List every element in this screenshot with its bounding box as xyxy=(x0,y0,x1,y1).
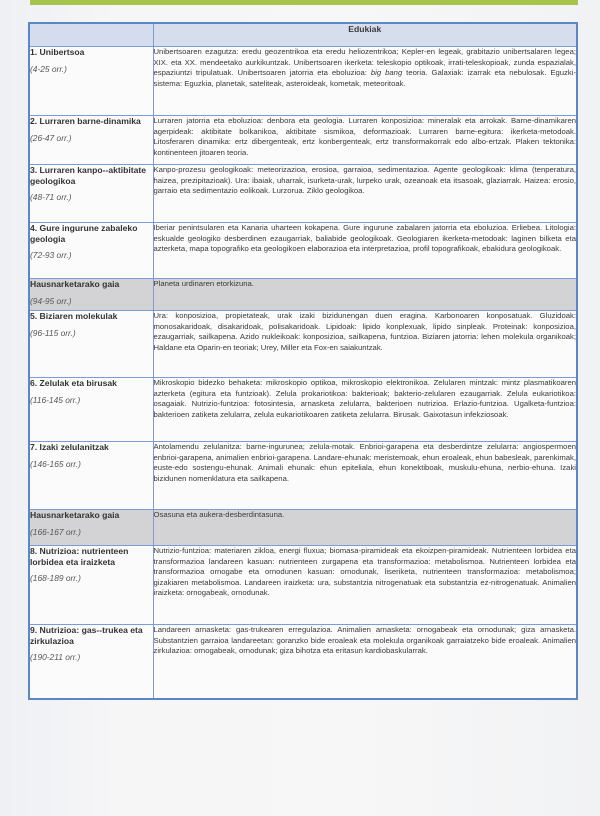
header-cell-edukiak: Edukiak xyxy=(153,23,577,47)
unit-content: Ura: konposizioa, propietateak, urak izaki bizidunengan duen eragina. Karbonoaren konposatuak. Gluzidoak: monosakaridoak, disakaridoak, polisakaridoak. Lipidoak: lipido konplexuak, lipido sinpleak. Proteinak: konposizioa, ezaugarriak, sailkapena. Azido nukleikoak: konposizioa, sailkapena, funtzioa. Biziaren jatorria: lehen molekula organikoak; Haldane eta Oparin-en teoriak; Urey, Miller eta Fox-en saiakuntzak. xyxy=(153,311,576,352)
unit-content-emphasis: big bang xyxy=(370,68,403,78)
table-row xyxy=(29,546,577,625)
unit-content-cell xyxy=(153,116,577,165)
unit-content: teoria. Galaxiak: izarrak eta nebulosak. Eguzki-sistema: Eguzkia, planetak, sateliteak, asteroideak, kometak, meteoritoak. xyxy=(153,68,576,88)
unit-content-cell xyxy=(153,546,577,625)
unit-content-cell xyxy=(153,442,577,510)
unit-pages: (168-189 orr.) xyxy=(30,573,81,584)
unit-content: Lurraren jatorria eta eboluzioa: denbora eta geologia. Lurraren konposizioa: mineralak eta arrokak. Barne-dinamikaren agerpideak: aktibitate bolkanikoa, aktibitate sismikoa, deformazioak. Lurraren barne-egitura: ikerketa-metodoak. Litosferaren dinamika: ertz dibergenteak, ertz konbergenteak, ertz transformakorrak edo albo-ertzak. Plaken tektonika: kontinenteen jitoaren teoria. xyxy=(153,116,576,157)
reflection-title-cell xyxy=(29,279,153,311)
reflection-row xyxy=(29,279,577,311)
table-row xyxy=(29,223,577,279)
unit-pages: (96-115 orr.) xyxy=(30,327,76,338)
contents-table xyxy=(28,22,578,700)
unit-pages: (190-211 orr.) xyxy=(30,652,81,663)
unit-content: Iberiar penintsularen eta Kanaria uharteen kokapena. Gure ingurune zabalaren jatorria eta eboluzioa. Erliebea. Litologia: eskualde geologiko desberdinen ezaugarriak, baliabide geologikoak. Geologiaren ikerketa-metodoak: laginen bilketa eta azterketa, mapa topografiko eta geologikoen elaborazioa eta interpretazioa, profil topografikoak, ebakidura geologikoak. xyxy=(153,223,576,254)
table-row xyxy=(29,165,577,223)
reflection-row xyxy=(29,510,577,546)
unit-content: Unibertsoaren ezagutza: eredu geozentrikoa eta eredu heliozentrikoa; Kepler-en legeak, grabitazio unibertsalaren legea; XIX. eta XX. mendeetako aurkikuntzak. Unibertsoaren ikerketa: teleskopio optikoak, irrati-teleskopioak, zunda espazialak, espaziuntzi tripulatuak. Unibertsoaren jatorria eta eboluzioa: xyxy=(153,47,576,78)
unit-name: 2. Lurraren barne-dinamika xyxy=(30,116,141,126)
unit-pages: (116-145 orr.) xyxy=(30,394,81,405)
reflection-name: Hausnarketarako gaia xyxy=(30,510,120,520)
reflection-content: Osasuna eta aukera-desberdintasuna. xyxy=(153,510,285,519)
unit-content-cell xyxy=(153,223,577,279)
unit-pages: (4-25 orr.) xyxy=(30,63,67,74)
table-row xyxy=(29,47,577,116)
table-row xyxy=(29,311,577,378)
unit-title-cell xyxy=(29,165,153,223)
unit-content: Landareen arnasketa: gas-trukearen erregulazioa. Animalien arnasketa: ornogabeak eta ornodunak; giza arnasketa. Substantzien garraioa landareetan: goranzko bide eroaleak eta molekula organikoak garraiatzeko bide eroaleak. Animalien zirkulazioa: ornogabeak, ornodunak; giza bihotza eta eritasun kardiobaskularrak. xyxy=(153,625,576,656)
unit-name: 7. Izaki zelulanitzak xyxy=(30,442,109,452)
unit-name: 5. Biziaren molekulak xyxy=(30,311,118,321)
unit-name: 6. Zelulak eta birusak xyxy=(30,378,117,388)
unit-name: 4. Gure ingurune zabaleko geologia xyxy=(30,223,138,244)
unit-pages: (48-71 orr.) xyxy=(30,192,72,203)
unit-title-cell xyxy=(29,311,153,378)
unit-title-cell xyxy=(29,442,153,510)
unit-title-cell xyxy=(29,223,153,279)
reflection-content-cell xyxy=(153,510,577,546)
unit-pages: (26-47 orr.) xyxy=(30,132,72,143)
unit-name: 3. Lurraren kanpo--aktibitate geologikoa xyxy=(30,165,147,186)
unit-content-cell xyxy=(153,47,577,116)
reflection-pages: (166-167 orr.) xyxy=(30,526,81,537)
reflection-content-cell xyxy=(153,279,577,311)
unit-content: Nutrizio-funtzioa: materiaren zikloa, energi fluxua; biomasa-piramideak eta ekoizpen-piramideak. Nutrienteen lorbidea eta transformazioa landareen kasuan: nutrienteen zurgapena eta transformazioa: metabolismoa. Nutrienteen lorbidea eta transformazioa ornogabe eta ornodunen kasuan: ornodunak, liseriketa, nutrienteen transformazioa: metabolismoa; gizakiaren metabolismoa. Landareen iraizketa: ura, substantzia nitrogenatuak eta substantzia ez-nitrogenatuak. Animalien iraizketa: ornogabeak, ornodunak. xyxy=(153,546,576,598)
unit-title-cell xyxy=(29,47,153,116)
unit-content-cell xyxy=(153,311,577,378)
table-row xyxy=(29,116,577,165)
table-row xyxy=(29,625,577,700)
unit-title-cell xyxy=(29,546,153,625)
unit-content: Antolamendu zelulanitza: barne-ingurunea; zelula-motak. Enbrioi-garapena eta desberdintze zelularra: angiospermoen enbrioi-garapena, animalien enbrioi-garapena. Landare-ehunak: meristemoak, ehun eroaleak, ehun babesleak, parenkimak, euste-edo sostengu-ehunak. Animali ehunak: ehun epiteliala, ehun konektiboak, muskulu-ehuna, nerbio-ehuna. Izaki bizidunen nomenklatura eta sailkapena. xyxy=(153,442,576,483)
reflection-content: Planeta urdinaren etorkizuna. xyxy=(153,279,254,288)
reflection-name: Hausnarketarako gaia xyxy=(30,279,120,289)
table-row xyxy=(29,442,577,510)
unit-content-cell xyxy=(153,378,577,442)
unit-title-cell xyxy=(29,625,153,700)
reflection-pages: (94-95 orr.) xyxy=(30,295,72,306)
table-row xyxy=(29,378,577,442)
unit-pages: (146-165 orr.) xyxy=(30,458,81,469)
unit-content: Kanpo-prozesu geologikoak: meteorizazioa, erosioa, garraioa, sedimentazioa. Agente geologikoak: klima (tenperatura, haizea, prezipitazioak). Ura: ibaiak, uharrak, isurketa-urak, lurpeko urak, ozeanoak eta itsasoak, glaziarrak. Haizea: erosio, garraio eta sedimentazio eolikoak. Lurzorua. Ziklo geologikoa. xyxy=(153,165,576,196)
table-header-row xyxy=(29,23,577,47)
unit-pages: (72-93 orr.) xyxy=(30,250,72,261)
unit-content-cell xyxy=(153,625,577,700)
unit-name: 1. Unibertsoa xyxy=(30,47,85,57)
unit-title-cell xyxy=(29,378,153,442)
unit-name: 9. Nutrizioa: gas--trukea eta zirkulazioa xyxy=(30,625,143,646)
unit-content-cell xyxy=(153,165,577,223)
unit-content: Mikroskopio bidezko behaketa: mikroskopio optikoa, mikroskopio elektronikoa. Zelularen mintzak: mintz plasmatikoaren azterketa (egitura eta funtzioak). Zelula prokariotikoa: bakterioak; bakterio-zelularen ezaugarriak. Zelula eukariotikoa: osagaiak. Nutrizio-funtzioa: fotosintesia, arnasketa zelularra, bakterioen nutrizioa. Erlazio-funtzioa. Ugalketa-funtzioa: bakterioen zatiketa zelularra, zelula eukariotikoaren zatiketa zelularra. Birusak. Gaixotasun infekziosoak. xyxy=(153,378,576,419)
unit-name: 8. Nutrizioa: nutrienteen lorbidea eta iraizketa xyxy=(30,546,129,567)
header-cell-empty xyxy=(29,23,153,47)
unit-title-cell xyxy=(29,116,153,165)
header-accent-bar xyxy=(30,0,578,5)
reflection-title-cell xyxy=(29,510,153,546)
